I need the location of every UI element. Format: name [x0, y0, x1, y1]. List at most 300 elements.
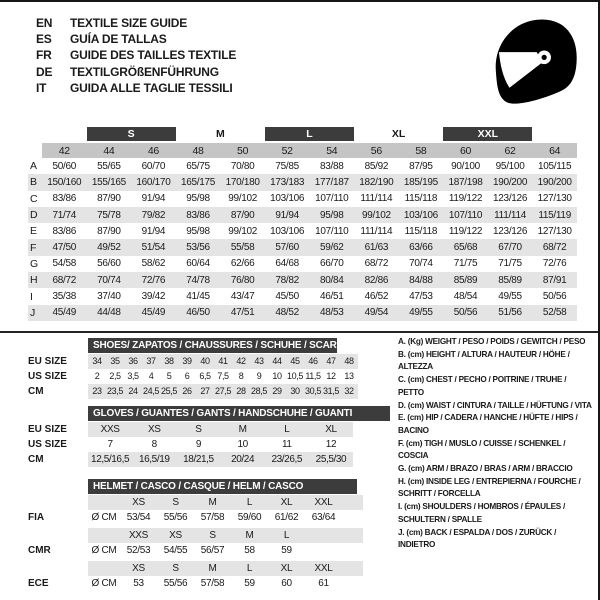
helmet-sizes-row [28, 561, 363, 576]
measure-cell: 170/180 [220, 174, 265, 190]
row-cells [88, 495, 363, 510]
size-cell: 29 [272, 386, 282, 396]
size-cell: M [238, 424, 247, 435]
table-row [28, 354, 358, 369]
measure-cell: 46/50 [176, 305, 221, 321]
row-label [28, 528, 88, 543]
size-cell: 2 [94, 371, 100, 381]
size-cell: 11 [281, 439, 292, 450]
measure-cell: 51/56 [488, 305, 533, 321]
size-cell: 6,5 [199, 371, 211, 381]
measure-row-label: B [28, 174, 42, 190]
eu-size-cell: 54 [309, 142, 354, 158]
measure-cell: 49/55 [399, 305, 444, 321]
size-cell: 7 [107, 439, 113, 450]
language-row [36, 80, 236, 96]
language-title: TEXTILE SIZE GUIDE [70, 16, 188, 30]
gloves-section-title: GLOVES / GUANTES / GANTS / HANDSCHUHE / GUANTI [88, 406, 390, 421]
measure-cell: 115/118 [404, 193, 438, 205]
size-cell: 38 [164, 356, 174, 366]
size-cell: 45 [290, 356, 300, 366]
row-cells [88, 422, 353, 437]
eu-size-cell: 50 [220, 142, 265, 158]
helmet-value-cell: 61 [318, 578, 329, 589]
helmet-size-cell: M [208, 497, 217, 508]
helmet-standard-group [28, 561, 363, 591]
measure-cell: 173/183 [265, 174, 310, 190]
eu-size-cell: 62 [488, 142, 533, 158]
helmet-icon [478, 8, 583, 113]
measure-row [28, 158, 577, 174]
measure-cell: 155/165 [87, 174, 132, 190]
main-size-table [28, 127, 577, 321]
measure-cell: 49/55 [498, 291, 522, 303]
measure-cell: 55/65 [97, 160, 121, 172]
row-label: CM [28, 454, 44, 465]
helmet-value-cell: 53/54 [126, 512, 151, 523]
helmet-size-cell: XL [280, 497, 293, 508]
size-cell: 16,5/19 [138, 454, 170, 465]
measure-cell: 68/72 [364, 258, 389, 270]
shoes-rows [28, 354, 358, 399]
table-row [28, 369, 358, 384]
helmet-standard-label: FIA [28, 512, 45, 523]
measure-cell: 65/68 [443, 239, 488, 255]
measure-cell: 78/82 [265, 272, 310, 288]
measure-cell: 62/66 [230, 258, 255, 270]
measure-cell: 76/80 [220, 272, 265, 288]
eu-size-cell: 48 [176, 142, 221, 158]
gloves-section [28, 406, 390, 467]
measure-cell: 99/102 [354, 207, 399, 223]
measure-cell: 70/74 [409, 258, 433, 270]
measure-cell: 46/52 [364, 291, 389, 303]
measure-cell: 87/90 [97, 225, 121, 237]
measure-cell: 95/100 [495, 160, 525, 172]
legend-item: B. (cm) HEIGHT / ALTURA / HAUTEUR / HÖHE / ALTEZZA [398, 349, 570, 372]
legend-item: H. (cm) INSIDE LEG / ENTREPIERNA / FOURCHE / SCHRITT / FORCELLA [398, 476, 581, 499]
table-row [28, 437, 390, 452]
legend-item: F. (cm) TIGH / MUSLO / CUISSE / SCHENKEL / COSCIA [398, 438, 566, 461]
size-cell: 10 [237, 439, 248, 450]
measure-row-label: G [30, 257, 38, 270]
helmet-value-cell: 53 [133, 578, 144, 589]
measure-cell: 45/49 [42, 305, 87, 321]
diameter-unit-label: Ø CM [91, 578, 117, 589]
measure-cell: 83/86 [176, 207, 221, 223]
size-cell: 5 [166, 371, 172, 381]
size-group-header [42, 127, 87, 142]
row-cells [88, 452, 353, 467]
measure-cell: 71/74 [42, 207, 87, 223]
legend-item: C. (cm) CHEST / PECHO / POITRINE / TRUHE / PETTO [398, 375, 567, 397]
helmet-size-cell: S [209, 530, 216, 541]
size-cell: 25,5/30 [315, 454, 347, 465]
size-cell: 41 [218, 356, 228, 366]
helmet-size-cell: M [208, 563, 217, 574]
measure-row [28, 174, 577, 190]
size-cell: L [284, 424, 290, 435]
eu-size-cell: 56 [354, 142, 399, 158]
measure-cell: 127/130 [537, 193, 572, 205]
helmet-size-cell: XXL [314, 563, 333, 574]
measure-cell: 99/102 [228, 225, 257, 237]
table-row [28, 452, 390, 467]
helmet-value-cell: 59 [244, 578, 255, 589]
helmet-groups [28, 495, 363, 591]
row-cells [88, 510, 363, 525]
measure-cell: 46/51 [319, 291, 344, 303]
measure-cell: 70/74 [87, 272, 132, 288]
measure-row-label: F [28, 239, 42, 255]
measure-cell: 95/98 [186, 225, 210, 237]
helmet-standard-label: ECE [28, 578, 49, 589]
row-cells [88, 384, 358, 399]
size-cell: 3,5 [127, 371, 139, 381]
measure-row-label: H [28, 272, 42, 288]
helmet-size-cell: L [246, 497, 253, 508]
size-group-header: L [265, 127, 354, 142]
eu-size-cell: 42 [42, 142, 87, 158]
measure-cell: 177/187 [309, 174, 354, 190]
size-cell: 10,5 [287, 371, 303, 381]
row-label: US SIZE [28, 439, 67, 450]
helmet-size-cell: L [246, 563, 253, 574]
measure-cell: 127/130 [537, 225, 572, 237]
shoes-section [28, 338, 358, 399]
measure-cell: 119/122 [448, 193, 483, 205]
helmet-section-title: HELMET / CASCO / CASQUE / HELM / CASCO [88, 479, 357, 494]
measure-cell: 67/70 [488, 239, 533, 255]
corner-cell [28, 127, 42, 142]
helmet-value-cell: 52/53 [126, 545, 151, 556]
measure-cell: 83/88 [319, 160, 344, 172]
size-cell: 12,5/16,5 [91, 454, 130, 465]
helmet-value-cell: 60 [281, 578, 292, 589]
size-cell: 34 [92, 356, 102, 366]
size-group-header: S [87, 127, 176, 142]
row-label: US SIZE [28, 371, 67, 382]
eu-size-cell: 64 [532, 142, 577, 158]
measure-cell: 123/126 [493, 225, 528, 237]
size-cell: 23,5 [107, 386, 123, 396]
measure-cell: 47/51 [220, 305, 265, 321]
measure-row-label: E [30, 225, 37, 238]
measure-cell: 45/49 [131, 305, 176, 321]
helmet-standard-group [28, 495, 363, 525]
size-cell: 9 [195, 439, 202, 450]
size-group-header: M [176, 127, 265, 142]
size-cell: 44 [272, 356, 282, 366]
measure-cell: 84/88 [399, 272, 444, 288]
measure-cell: 103/106 [270, 225, 305, 237]
size-group-header [532, 127, 577, 142]
measure-cell: 52/58 [532, 305, 577, 321]
legend-item: J. (cm) BACK / ESPALDA / DOS / ZURÜCK / INDIETRO [398, 527, 557, 550]
size-cell: 12 [326, 371, 336, 381]
language-title: TEXTILGRÖßENFÜHRUNG [70, 64, 219, 79]
language-row [36, 64, 236, 80]
measure-row-label: C [30, 192, 38, 205]
language-title: GUIDA ALLE TAGLIE TESSILI [70, 80, 233, 95]
size-cell: XXS [100, 424, 120, 435]
row-label [28, 495, 88, 510]
helmet-values-row [28, 576, 363, 591]
measure-cell: 95/98 [186, 193, 210, 205]
helmet-size-cell: XS [132, 497, 145, 508]
helmet-standard-label: CMR [28, 545, 51, 556]
size-cell: 37 [146, 356, 156, 366]
size-cell: 4 [148, 371, 154, 381]
measure-row [28, 288, 577, 304]
measure-cell: 91/94 [265, 207, 310, 223]
helmet-values-row [28, 543, 363, 558]
table-row [28, 422, 390, 437]
measure-cell: 85/89 [443, 272, 488, 288]
eu-size-cell: 52 [265, 142, 310, 158]
measure-cell: 85/89 [488, 272, 533, 288]
row-label: EU SIZE [28, 356, 67, 367]
row-cells [88, 576, 363, 591]
row-label: CM [28, 386, 44, 397]
measure-cell: 111/114 [488, 207, 533, 223]
size-cell: 48 [344, 356, 354, 366]
measure-cell: 45/50 [275, 291, 299, 303]
helmet-size-cell: XXS [128, 530, 149, 541]
row-cells [88, 354, 358, 369]
language-row [36, 15, 236, 31]
measure-cell: 87/90 [97, 193, 121, 205]
measure-cell: 82/86 [354, 272, 399, 288]
measure-cell: 160/170 [131, 174, 176, 190]
measure-cell: 75/78 [87, 207, 132, 223]
measure-cell: 68/72 [42, 272, 87, 288]
row-cells [88, 528, 363, 543]
helmet-value-cell: 54/55 [163, 545, 188, 556]
measure-cell: 103/106 [270, 193, 305, 205]
legend-item: E. (cm) HIP / CADERA / HANCHE / HÜFTE / HIPS / BACINO [398, 413, 578, 435]
measure-cell: 63/66 [399, 239, 444, 255]
size-cell: 23 [92, 386, 102, 396]
legend-item: G. (cm) ARM / BRAZO / BRAS / ARM / BRACCIO [398, 464, 573, 474]
helmet-size-cell: L [283, 530, 290, 541]
measure-cell: 80/84 [309, 272, 354, 288]
legend-item: A. (Kg) WEIGHT / PESO / POIDS / GEWITCH / PESO [398, 337, 586, 346]
diameter-unit-label: Ø CM [91, 545, 117, 556]
measure-cell: 87/90 [220, 207, 265, 223]
size-cell: 40 [200, 356, 210, 366]
measure-cell: 150/160 [42, 174, 87, 190]
measure-cell: 103/106 [399, 207, 444, 223]
language-list [36, 15, 236, 96]
measure-cell: 90/100 [451, 160, 480, 172]
measure-cell: 50/56 [542, 291, 567, 303]
measure-cell: 48/54 [453, 291, 478, 303]
gloves-rows [28, 422, 390, 467]
size-group-row [28, 127, 577, 142]
helmet-value-cell: 63/64 [311, 512, 336, 523]
language-code: ES [36, 32, 52, 47]
size-group-header: XXL [443, 127, 532, 142]
helmet-value-cell: 56/57 [200, 545, 225, 556]
measurement-legend [398, 336, 594, 552]
size-cell: 24 [128, 386, 138, 396]
size-cell: 43 [254, 356, 264, 366]
size-cell: 32 [344, 386, 354, 396]
measure-cell: 53/56 [176, 239, 221, 255]
section-divider [0, 331, 598, 333]
language-row [36, 47, 236, 63]
measure-row-label: J [28, 305, 42, 321]
size-cell: 30,5 [305, 386, 321, 396]
size-cell: 25,5 [161, 386, 177, 396]
language-title: GUÍA DE TALLAS [70, 32, 167, 47]
size-cell: 12 [325, 439, 337, 450]
measure-cell: 190/200 [532, 174, 577, 190]
measure-cell: 37/40 [97, 291, 121, 303]
measure-cell: 165/175 [176, 174, 221, 190]
measure-cell: 48/52 [265, 305, 310, 321]
helmet-size-cell: XXL [314, 497, 333, 508]
size-cell: 30 [290, 386, 300, 396]
diameter-unit-label: Ø CM [91, 512, 117, 523]
measure-cell: 58/62 [141, 258, 166, 270]
size-cell: 10 [272, 371, 282, 381]
measure-row [28, 272, 577, 288]
language-title: GUIDE DES TAILLES TEXTILE [70, 48, 237, 63]
size-cell: 6 [184, 371, 190, 381]
size-cell: 23/26,5 [271, 454, 303, 465]
measure-cell: 44/48 [87, 305, 132, 321]
measure-cell: 87/95 [409, 160, 433, 172]
size-cell: 27 [200, 386, 210, 396]
helmet-value-cell: 55/56 [163, 512, 188, 523]
size-cell: 31,5 [323, 386, 339, 396]
measure-cell: 119/122 [448, 225, 483, 237]
helmet-sizes-row [28, 528, 363, 543]
measure-cell: 91/94 [141, 225, 166, 237]
measure-cell: 61/63 [354, 239, 399, 255]
helmet-value-cell: 57/58 [200, 578, 225, 589]
measure-cell: 43/47 [230, 291, 255, 303]
language-code: DE [36, 64, 53, 79]
measure-cell: 71/75 [498, 258, 522, 270]
measure-cell: 70/80 [230, 160, 255, 172]
row-cells [88, 561, 363, 576]
measure-cell: 56/60 [97, 258, 121, 270]
measure-cell: 50/60 [52, 160, 77, 172]
measure-cell: 187/198 [443, 174, 488, 190]
measure-cell: 35/38 [52, 291, 77, 303]
measure-cell: 57/60 [265, 239, 310, 255]
helmet-value-cell: 57/58 [200, 512, 225, 523]
helmet-size-cell: XL [280, 563, 293, 574]
measure-cell: 83/86 [52, 225, 77, 237]
measure-row [28, 305, 577, 321]
measure-cell: 60/64 [186, 258, 210, 270]
measure-cell: 59/62 [309, 239, 354, 255]
language-row [36, 31, 236, 47]
row-label: EU SIZE [28, 424, 67, 435]
measure-row-label: A [30, 160, 37, 173]
size-cell: 9 [256, 371, 262, 381]
measure-cell: 49/52 [87, 239, 132, 255]
measure-cell: 91/94 [141, 193, 166, 205]
helmet-value-cell: 59/60 [237, 512, 262, 523]
row-cells [88, 543, 363, 558]
helmet-values-row [28, 510, 363, 525]
helmet-value-cell: 55/56 [163, 578, 188, 589]
helmet-size-cell: XS [169, 530, 182, 541]
size-cell: 36 [128, 356, 138, 366]
size-cell: 24,5 [143, 386, 159, 396]
helmet-value-cell: 59 [281, 545, 292, 556]
measure-cell: 123/126 [493, 193, 528, 205]
measure-cell: 72/76 [542, 258, 567, 270]
measure-cell: 107/110 [315, 193, 349, 205]
measure-row [28, 191, 577, 207]
eu-size-cell: 60 [443, 142, 488, 158]
size-group-header: XL [354, 127, 443, 142]
measure-cell: 54/58 [52, 258, 77, 270]
helmet-size-cell: M [245, 530, 254, 541]
measure-cell: 185/195 [399, 174, 444, 190]
shoes-section-title: SHOES/ ZAPATOS / CHAUSSURES / SCHUHE / SCARPE [88, 338, 337, 353]
size-cell: 18/21,5 [183, 454, 214, 465]
helmet-standard-group [28, 528, 363, 558]
measure-cell: 190/200 [488, 174, 533, 190]
measure-cell: 55/58 [220, 239, 265, 255]
measure-cell: 68/72 [532, 239, 577, 255]
measure-cell: 107/110 [315, 225, 349, 237]
size-cell: 8 [151, 439, 157, 450]
eu-size-cell: 46 [131, 142, 176, 158]
measure-row-label: I [30, 290, 33, 303]
measure-cell: 115/119 [532, 207, 577, 223]
measure-cell: 66/70 [319, 258, 344, 270]
size-cell: 47 [326, 356, 336, 366]
row-cells [88, 369, 358, 384]
size-cell: XL [325, 424, 337, 435]
measure-row [28, 239, 577, 255]
row-cells [88, 437, 353, 452]
measure-cell: 41/45 [186, 291, 210, 303]
measure-cell: 111/114 [360, 225, 393, 237]
language-code: EN [36, 16, 53, 30]
size-cell: 26 [182, 386, 192, 396]
row-label [28, 561, 88, 576]
measure-row-label: D [28, 207, 42, 223]
legend-item: D. (cm) WAIST / CINTURA / TAILLE / HÜFTUNG / VITA [398, 400, 592, 410]
measure-cell: 64/68 [275, 258, 299, 270]
helmet-value-cell: 61/62 [274, 512, 299, 523]
size-cell: 35 [110, 356, 120, 366]
size-cell: XS [147, 424, 161, 435]
size-cell: 39 [182, 356, 192, 366]
measure-cell: 105/115 [538, 160, 572, 172]
measure-cell: 49/54 [354, 305, 399, 321]
size-cell: 11,5 [305, 371, 321, 381]
eu-size-cell: 44 [87, 142, 132, 158]
measure-cell: 65/75 [186, 160, 210, 172]
measure-cell: 111/114 [360, 193, 393, 205]
measure-cell: 47/53 [409, 291, 433, 303]
helmet-size-cell: XS [132, 563, 145, 574]
measure-cell: 60/70 [141, 160, 166, 172]
measure-cell: 95/98 [309, 207, 354, 223]
legend-item: I. (cm) SHOULDERS / HOMBROS / ÉPAULES / SCHULTERN / SPALLE [398, 502, 566, 524]
size-cell: 28,5 [251, 386, 267, 396]
